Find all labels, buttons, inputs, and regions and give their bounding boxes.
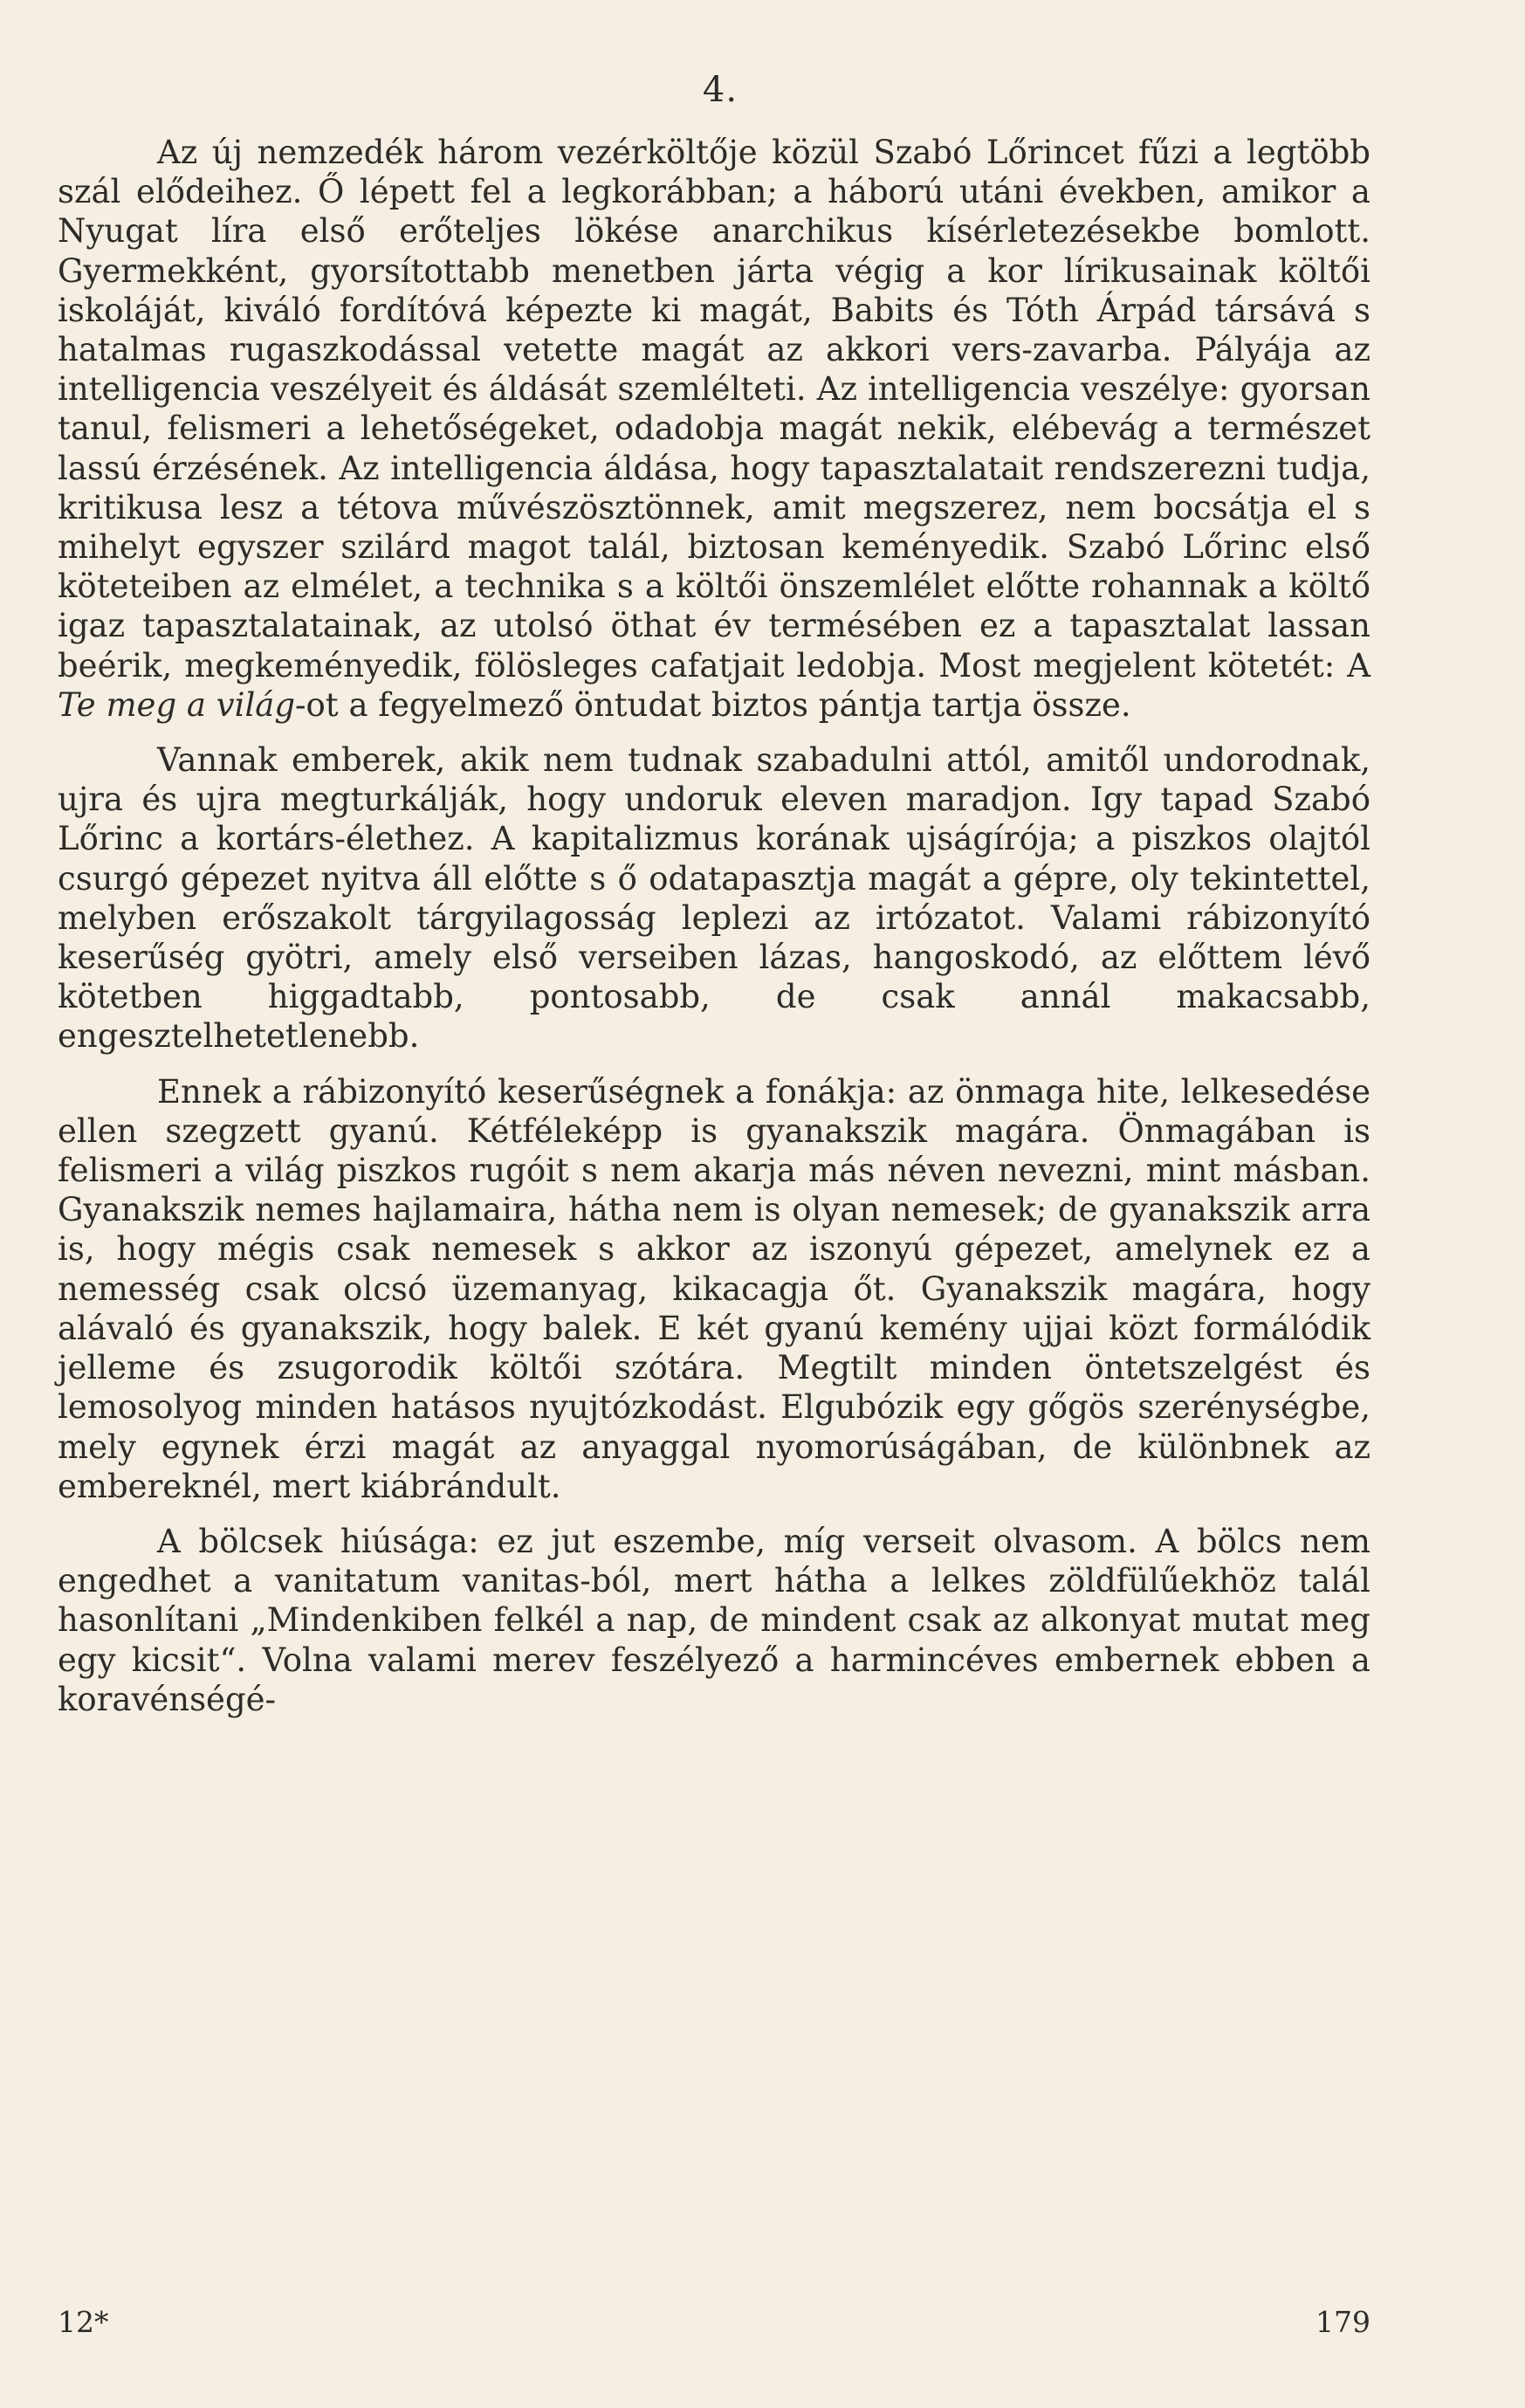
paragraph-1-text-after: -ot a fegyelmező öntudat biztos pántja tartja össze. [295,685,1131,724]
paragraph-2: Vannak emberek, akik nem tudnak szabadulni attól, amitől undorodnak, ujra és ujra megturkálják, hogy undoruk eleven maradjon. Igy tapad Szabó Lőrinc a kortárs-élethez. A kapitalizmus korának ujságírója; a piszkos olajtól csurgó gépezet nyitva áll előtte s ő odatapasztja magát a gépre, oly tekintettel, melyben erőszakolt tárgyilagosság leplezi az irtózatot. Valami rábizonyító keserűség gyötri, amely első verseiben lázas, hangoskodó, az előttem lévő kötetben higgadtabb, pontosabb, de csak annál makacsabb, engesztelhetetlenebb. [58,741,1370,1056]
paragraph-4: A bölcsek hiúsága: ez jut eszembe, míg verseit olvasom. A bölcs nem engedhet a vanitatum vanitas-ból, mert hátha a lelkes zöldfülűekhöz talál hasonlítani „Mindenkiben felkél a nap, de mindent csak az alkonyat mutat meg egy kicsit“. Volna valami merev feszélyező a harmincéves embernek ebben a koravénségé- [58,1522,1370,1718]
paragraph-1-text: Az új nemzedék három vezérköltője közül Szabó Lőrincet fűzi a legtöbb szál elődeihez. Ő lépett fel a legkorábban; a háború utáni években, amikor a Nyugat líra első erőteljes lökése anarchikus kísérletezésekbe bomlott. Gyermekként, gyorsítottabb menetben járta végig a kor lírikusainak költői iskoláját, kiváló fordítóvá képezte ki magát, Babits és Tóth Árpád társává s hatalmas rugaszkodással vetette magát az akkori vers-zavarba. Pályája az intelligencia veszélyeit és áldását szemlélteti. Az intelligencia veszélye: gyorsan tanul, felismeri a lehetőségeket, odadobja magát nekik, elébevág a természet lassú érzésének. Az intelligencia áldása, hogy tapasztalatait rendszerezni tudja, kritikusa lesz a tétova művészösztönnek, amit megszerez, nem bocsátja el s mihelyt egyszer szilárd magot talál, biztosan keményedik. Szabó Lőrinc első köteteiben az elmélet, a technika s a költői önszemlélet előtte rohannak a költő igaz tapasztalatainak, az utolsó öthat év termésében ez a tapasztalat lassan beérik, megkeményedik, fölösleges cafatjait ledobja. Most megjelent kötetét: A [58,134,1370,685]
paragraph-3: Ennek a rábizonyító keserűségnek a fonákja: az önmaga hite, lelkesedése ellen szegzett gyanú. Kétféleképp is gyanakszik magára. Önmagában is felismeri a világ piszkos rugóit s nem akarja más néven nevezni, mint másban. Gyanakszik nemes hajlamaira, hátha nem is olyan nemesek; de gyanakszik arra is, hogy mégis csak nemesek s akkor az iszonyú gépezet, amelynek ez a nemesség csak olcsó üzemanyag, kikacagja őt. Gyanakszik magára, hogy alávaló és gyanakszik, hogy balek. E két gyanú kemény ujjai közt formálódik jelleme és zsugorodik költői szótára. Megtilt minden öntetszelgést és lemosolyog minden hatásos nyujtózkodást. Elgubózik egy gőgös szerénységbe, mely egynek érzi magát az anyaggal nyomorúságában, de különbnek az embereknél, mert kiábrándult. [58,1072,1370,1505]
signature-mark: 12* [58,2305,109,2339]
page-footer [58,2305,1370,2349]
paragraph-1 [58,133,1370,725]
page-number: 179 [1315,2305,1370,2339]
section-number: 4. [702,70,738,110]
book-title: Te meg a világ [58,685,296,724]
article-body [58,133,1370,1735]
